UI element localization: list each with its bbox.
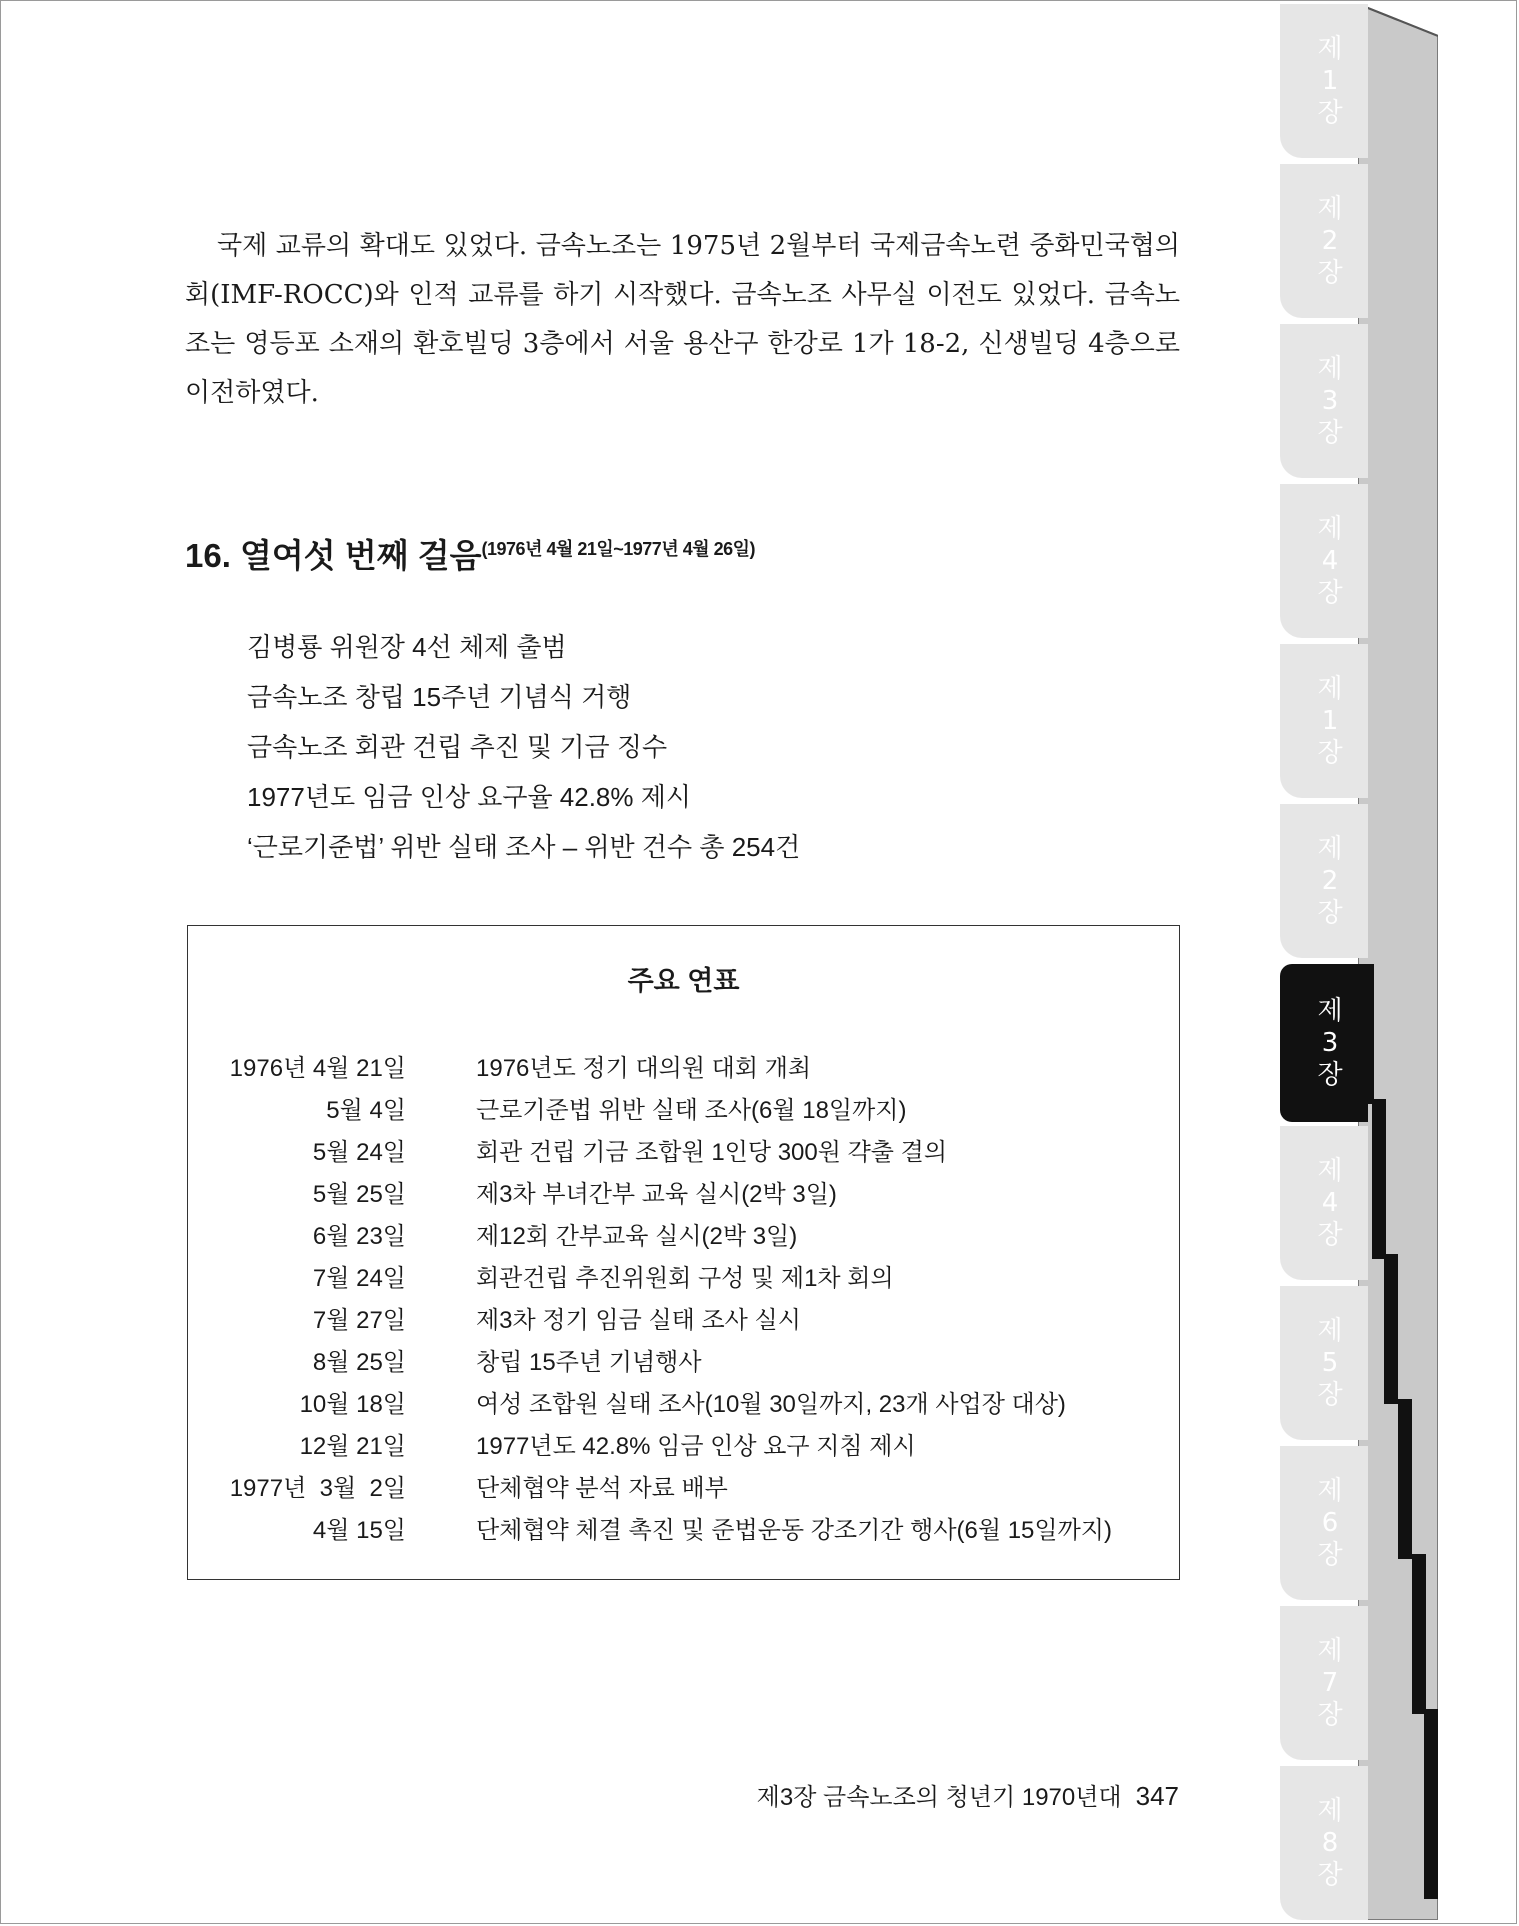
section-title: 16. 열여섯 번째 걸음	[185, 537, 482, 574]
timeline-row	[188, 1090, 1179, 1132]
chapter-tab[interactable]	[1280, 324, 1368, 478]
page-footer	[757, 1777, 1179, 1812]
timeline-event: 제3차 정기 임금 실태 조사 실시	[476, 1307, 801, 1334]
book-edge-graphic	[1358, 4, 1438, 1920]
tab-number: 5	[1321, 1348, 1339, 1378]
timeline-date: 10월 18일	[299, 1391, 406, 1418]
summary-item: 금속노조 회관 건립 추진 및 기금 징수	[247, 732, 668, 762]
timeline-box	[187, 925, 1180, 1580]
tab-number: 3	[1321, 386, 1339, 416]
timeline-row	[188, 1048, 1179, 1090]
footer-chapter-title: 제3장 금속노조의 청년기 1970년대	[756, 1784, 1122, 1811]
tab-number: 1	[1321, 66, 1339, 96]
tab-label: 제	[1317, 34, 1343, 64]
chapter-tab[interactable]	[1280, 644, 1368, 798]
timeline-row	[188, 1342, 1179, 1384]
tab-label: 제	[1317, 1636, 1343, 1666]
timeline-date: 1976년 4월 21일	[229, 1055, 406, 1082]
section-period: (1976년 4월 21일~1977년 4월 26일)	[481, 539, 756, 559]
section-heading	[185, 530, 755, 577]
tab-number: 7	[1321, 1668, 1339, 1698]
summary-list	[247, 622, 800, 872]
timeline-row	[188, 1174, 1179, 1216]
timeline-event: 단체협약 체결 촉진 및 준법운동 강조기간 행사(6월 15일까지)	[476, 1517, 1112, 1544]
timeline-event: 1976년도 정기 대의원 대회 개최	[476, 1055, 812, 1082]
chapter-tab[interactable]	[1280, 164, 1368, 318]
tab-number: 4	[1321, 1188, 1339, 1218]
timeline-date: 5월 24일	[312, 1139, 406, 1166]
tab-label: 장	[1317, 578, 1343, 608]
tab-label: 제	[1317, 1476, 1343, 1506]
tab-label: 장	[1317, 1060, 1343, 1090]
tab-number: 2	[1321, 226, 1339, 256]
timeline-event: 제3차 부녀간부 교육 실시(2박 3일)	[476, 1181, 837, 1208]
book-edge	[1358, 4, 1438, 1920]
chapter-tab[interactable]	[1280, 1126, 1368, 1280]
timeline-event: 근로기준법 위반 실태 조사(6월 18일까지)	[476, 1097, 907, 1124]
timeline-rows	[188, 1048, 1179, 1552]
tab-number: 1	[1321, 706, 1339, 736]
chapter-tab-active[interactable]	[1280, 964, 1368, 1122]
tab-label: 제	[1317, 834, 1343, 864]
tab-label: 장	[1317, 1380, 1343, 1410]
timeline-date: 7월 24일	[312, 1265, 406, 1292]
chapter-tab[interactable]	[1280, 1286, 1368, 1440]
tab-label: 장	[1317, 738, 1343, 768]
tab-label: 제	[1317, 674, 1343, 704]
timeline-date: 4월 15일	[312, 1517, 406, 1544]
summary-item: 금속노조 창립 15주년 기념식 거행	[247, 682, 632, 712]
tab-label: 제	[1317, 1316, 1343, 1346]
timeline-event: 제12회 간부교육 실시(2박 3일)	[476, 1223, 798, 1250]
tab-number: 6	[1321, 1508, 1339, 1538]
timeline-title: 주요 연표	[627, 966, 740, 996]
timeline-date: 6월 23일	[312, 1223, 406, 1250]
chapter-tabs	[1280, 0, 1370, 1926]
timeline-date: 8월 25일	[312, 1349, 406, 1376]
tab-number: 8	[1321, 1828, 1339, 1858]
tab-number: 4	[1321, 546, 1339, 576]
tab-label: 제	[1317, 1796, 1343, 1826]
summary-item: ‘근로기준법’ 위반 실태 조사 – 위반 건수 총 254건	[247, 832, 801, 862]
chapter-tab[interactable]	[1280, 804, 1368, 958]
chapter-tab[interactable]	[1280, 1446, 1368, 1600]
timeline-date: 5월 4일	[326, 1097, 406, 1124]
tab-number: 2	[1321, 866, 1339, 896]
timeline-event: 회관 건립 기금 조합원 1인당 300원 갹출 결의	[476, 1139, 948, 1166]
tab-label: 장	[1317, 1540, 1343, 1570]
chapter-tab[interactable]	[1280, 484, 1368, 638]
timeline-row	[188, 1468, 1179, 1510]
timeline-event: 창립 15주년 기념행사	[476, 1349, 702, 1376]
chapter-tab[interactable]	[1280, 4, 1368, 158]
timeline-row	[188, 1510, 1179, 1552]
timeline-row	[188, 1216, 1179, 1258]
tab-label: 제	[1317, 194, 1343, 224]
intro-paragraph	[185, 222, 1180, 418]
timeline-date: 12월 21일	[299, 1433, 406, 1460]
summary-item: 1977년도 임금 인상 요구율 42.8% 제시	[247, 782, 691, 812]
tab-label: 장	[1317, 1860, 1343, 1890]
timeline-row	[188, 1300, 1179, 1342]
timeline-event: 단체협약 분석 자료 배부	[476, 1475, 728, 1502]
tab-label: 제	[1317, 514, 1343, 544]
tab-label: 제	[1317, 354, 1343, 384]
tab-label: 제	[1317, 1156, 1343, 1186]
intro-text: 국제 교류의 확대도 있었다. 금속노조는 1975년 2월부터 국제금속노련 중화민국협의회(IMF-ROCC)와 인적 교류를 하기 시작했다. 금속노조 사무실 이전도 있었다. 금속노조는 영등포 소재의 환호빌딩 3층에서 서울 용산구 한강로 1가 18-2, 신생빌딩 4층으로 이전하였다.	[185, 231, 1180, 408]
page-number: 347	[1135, 1781, 1179, 1811]
timeline-row	[188, 1384, 1179, 1426]
timeline-row	[188, 1132, 1179, 1174]
timeline-event: 1977년도 42.8% 임금 인상 요구 지침 제시	[476, 1433, 916, 1460]
tab-label: 장	[1317, 418, 1343, 448]
tab-number: 3	[1321, 1028, 1339, 1058]
timeline-row	[188, 1426, 1179, 1468]
chapter-tab[interactable]	[1280, 1766, 1368, 1920]
timeline-event: 여성 조합원 실태 조사(10월 30일까지, 23개 사업장 대상)	[476, 1391, 1066, 1418]
tab-label: 장	[1317, 258, 1343, 288]
timeline-event: 회관건립 추진위원회 구성 및 제1차 회의	[476, 1265, 894, 1292]
tab-label: 장	[1317, 1700, 1343, 1730]
chapter-tab[interactable]	[1280, 1606, 1368, 1760]
timeline-date: 5월 25일	[312, 1181, 406, 1208]
tab-label: 장	[1317, 1220, 1343, 1250]
timeline-date: 7월 27일	[312, 1307, 406, 1334]
tab-label: 장	[1317, 98, 1343, 128]
timeline-date: 1977년 3월 2일	[229, 1475, 406, 1502]
tab-label: 제	[1317, 996, 1343, 1026]
timeline-row	[188, 1258, 1179, 1300]
tab-label: 장	[1317, 898, 1343, 928]
summary-item: 김병룡 위원장 4선 체제 출범	[247, 632, 567, 662]
